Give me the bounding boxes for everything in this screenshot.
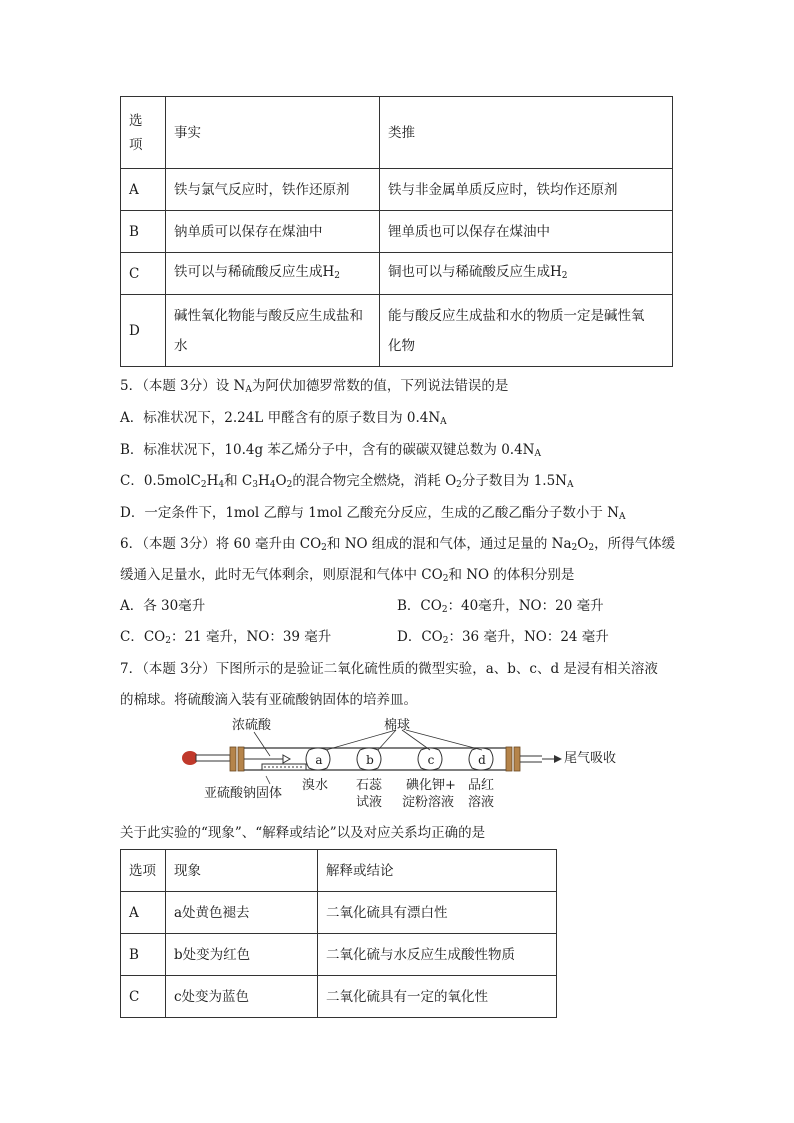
header-option: 选项	[121, 850, 166, 892]
table-row	[121, 253, 673, 295]
q6-text: 和 NO 组成的混和气体，通过足量的 Na	[326, 536, 572, 552]
q6-text: ，所得气体缓	[594, 536, 676, 552]
analogy-cell	[380, 253, 673, 295]
table-row	[121, 211, 673, 253]
analogy-text: 铜也可以与稀硫酸反应生成H	[388, 263, 562, 280]
explanation-cell: 二氧化硫具有漂白性	[318, 892, 557, 934]
option-cell: A	[121, 892, 166, 934]
header-option	[121, 97, 166, 169]
q7-stem-line1: 7．（本题 3分）下图所示的是验证二氧化硫性质的微型实验，a、b、c、d 是浸有相关溶液	[120, 661, 658, 677]
subscript: 3	[252, 480, 258, 490]
left-stopper	[230, 747, 236, 771]
explanation-cell: 二氧化硫具有一定的氧化性	[318, 976, 557, 1018]
dropper-tube	[196, 755, 230, 761]
subscript: 2	[571, 543, 578, 553]
q6-stem-line2	[120, 565, 680, 589]
q5-option-a-text: A．标准状况下，2.24L 甲醛含有的原子数目为 0.4N	[120, 410, 441, 426]
q6-option-text: D．CO	[397, 629, 443, 645]
phenomenon-cell: c处变为蓝色	[166, 976, 318, 1018]
right-stopper-outer	[514, 747, 520, 771]
q6-option-c	[120, 627, 331, 651]
cotton-leader-d	[406, 730, 482, 750]
fact-cell: 铁与氯气反应时，铁作还原剂	[166, 169, 380, 211]
header-phenomenon: 现象	[166, 850, 318, 892]
subscript: 2	[334, 270, 341, 281]
label-ki-2: 淀粉溶液	[402, 795, 455, 810]
label-c: c	[427, 753, 435, 767]
phenomenon-cell: a处黄色褪去	[166, 892, 318, 934]
q5-stem-a: 5．（本题 3分）设 N	[120, 378, 246, 394]
analogy-line1: 能与酸反应生成盐和水的物质一定是碱性氧	[388, 307, 645, 324]
q5-option-d-text: D．一定条件下，1mol 乙醇与 1mol 乙酸充分反应，生成的乙酸乙酯分子数小于 N	[120, 505, 619, 521]
option-cell: B	[121, 211, 166, 253]
q5-option-d	[120, 503, 680, 527]
q5-option-b-text: B．标准状况下，10.4g 苯乙烯分子中，含有的碳碳双键总数为 0.4N	[120, 442, 535, 458]
table-row	[121, 295, 673, 367]
q5-option-c-text: H	[206, 473, 219, 489]
label-ki-1: 碘化钾+	[406, 778, 456, 793]
q5-option-c-text: H	[257, 473, 270, 489]
q5-option-b	[120, 440, 680, 464]
header-analogy: 类推	[380, 97, 673, 169]
fact-text: 铁可以与稀硫酸反应生成H	[174, 263, 335, 280]
analogy-cell: 锂单质也可以保存在煤油中	[380, 211, 673, 253]
subscript: A	[618, 512, 626, 522]
dropper-tip	[283, 755, 290, 763]
label-cotton-ball: 棉球	[384, 718, 411, 733]
analogy-cell	[380, 295, 673, 367]
table-row	[121, 976, 557, 1018]
analogy-cell: 铁与非金属单质反应时，铁均作还原剂	[380, 169, 673, 211]
subscript: A	[245, 385, 252, 395]
facts-analogy-table	[120, 96, 673, 367]
label-b: b	[366, 753, 374, 767]
subscript: 2	[321, 543, 327, 553]
so2-experiment-diagram	[178, 718, 618, 818]
q5-option-c-text: 的混合物完全燃烧，消耗 O	[292, 473, 457, 489]
label-a: a	[315, 753, 323, 767]
table-row	[121, 169, 673, 211]
q6-text: 缓通入足量水，此时无气体剩余，则原混和气体中 CO	[120, 567, 443, 583]
q7-stem-line3: 关于此实验的“现象”、“解释或结论”以及对应关系均正确的是	[120, 825, 486, 841]
q5-stem-b: 为阿伏加德罗常数的值，下列说法错误的是	[251, 378, 509, 394]
subscript: A	[534, 449, 541, 459]
subscript: 2	[441, 605, 448, 615]
label-d: d	[478, 753, 486, 767]
q6-option-b	[397, 596, 604, 620]
phenomenon-table	[120, 849, 557, 1018]
q6-option-text: ：40毫升，NO：20 毫升	[447, 598, 604, 614]
subscript: A	[566, 480, 574, 490]
subscript: 2	[588, 543, 595, 553]
fact-cell: 钠单质可以保存在煤油中	[166, 211, 380, 253]
option-cell: A	[121, 169, 166, 211]
subscript: 2	[442, 574, 449, 584]
fact-line1: 碱性氧化物能与酸反应生成盐和	[174, 307, 363, 324]
q6-text: 和 NO 的体积分别是	[448, 567, 575, 583]
subscript: 2	[165, 636, 171, 646]
q5-option-c	[120, 471, 680, 495]
subscript: 2	[456, 480, 462, 490]
label-litmus-2: 试液	[356, 795, 383, 810]
q6-option-text: C．CO	[120, 629, 166, 645]
right-stopper	[506, 747, 512, 771]
left-stopper-inner	[238, 747, 244, 771]
q6-text: O	[577, 536, 589, 552]
q5-stem	[120, 376, 680, 400]
q6-stem-line1	[120, 534, 680, 558]
label-conc-sulfuric-acid: 浓硫酸	[232, 718, 272, 733]
fact-cell	[166, 295, 380, 367]
subscript: 2	[200, 480, 207, 490]
table-header-row	[121, 850, 557, 892]
header-option-line1: 选	[129, 112, 143, 129]
phenomenon-cell: b处变为红色	[166, 934, 318, 976]
option-cell: D	[121, 295, 166, 367]
subscript: 2	[561, 270, 568, 281]
q6-option-text: B．CO	[397, 598, 442, 614]
fact-cell	[166, 253, 380, 295]
label-bromine-water: 溴水	[302, 778, 329, 793]
table-row	[121, 934, 557, 976]
q5-option-c-text: C．0.5molC	[120, 473, 201, 489]
q5-option-c-text: 分子数目为 1.5N	[461, 473, 567, 489]
q5-option-a	[120, 408, 680, 432]
q6-option-a: A．各 30毫升	[120, 598, 206, 614]
label-exhaust-absorption: 尾气吸收	[564, 751, 617, 766]
label-magenta-1: 品红	[468, 778, 495, 793]
option-cell: C	[121, 976, 166, 1018]
q5-option-c-text: 和 C	[224, 473, 253, 489]
solid-leader	[266, 776, 270, 784]
subscript: 4	[269, 480, 276, 490]
table-row	[121, 892, 557, 934]
exhaust-arrow-head	[554, 755, 562, 763]
label-litmus-1: 石蕊	[356, 778, 383, 793]
q6-option-text: ：21 毫升，NO：39 毫升	[170, 629, 332, 645]
q6-text: 6．（本题 3分）将 60 毫升由 CO	[120, 536, 322, 552]
label-sodium-sulfite-solid: 亚硫酸钠固体	[204, 786, 283, 801]
subscript: 2	[442, 636, 449, 646]
q6-option-d	[397, 627, 609, 651]
q7-stem-line2: 的棉球。将硫酸滴入装有亚硫酸钠固体的培养皿。	[120, 692, 417, 708]
q6-option-text: ：36 毫升，NO：24 毫升	[448, 629, 609, 645]
header-option-line2: 项	[129, 136, 143, 153]
subscript: A	[440, 417, 447, 427]
q5-option-c-text: O	[275, 473, 287, 489]
explanation-cell: 二氧化硫与水反应生成酸性物质	[318, 934, 557, 976]
header-fact: 事实	[166, 97, 380, 169]
acid-leader	[254, 732, 270, 756]
table-header-row	[121, 97, 673, 169]
analogy-line2: 化物	[388, 337, 415, 354]
header-explanation: 解释或结论	[318, 850, 557, 892]
option-cell: B	[121, 934, 166, 976]
option-cell: C	[121, 253, 166, 295]
subscript: 4	[218, 480, 225, 490]
label-magenta-2: 溶液	[468, 795, 495, 810]
fact-line2: 水	[174, 337, 188, 354]
subscript: 2	[286, 480, 293, 490]
